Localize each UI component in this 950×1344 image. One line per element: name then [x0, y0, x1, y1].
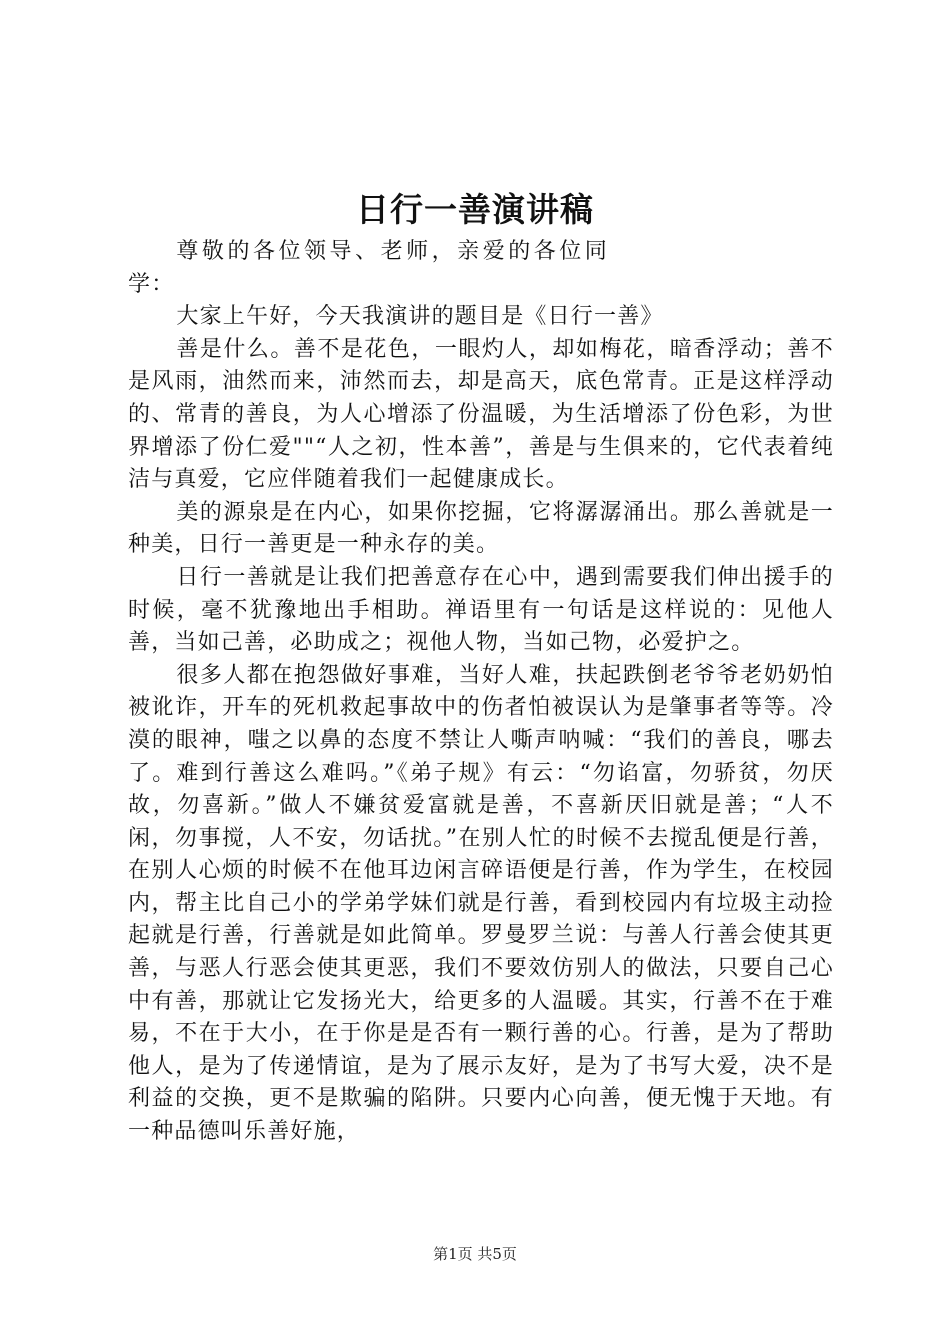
body-paragraph: 美的源泉是在内心，如果你挖掘，它将潺潺涌出。那么善就是一种美，日行一善更是一种永存的美。 — [128, 499, 834, 558]
document-body — [128, 236, 834, 1149]
opening-paragraph: 大家上午好，今天我演讲的题目是《日行一善》 — [176, 304, 664, 330]
body-paragraph: 很多人都在抱怨做好事难，当好人难，扶起跌倒老爷爷老奶奶怕被讹诈，开车的死机救起事故中的伤者怕被误认为是肇事者等等。冷漠的眼神，嗤之以鼻的态度不禁让人嘶声呐喊：“我们的善良，哪去了。难到行善这么难吗。”《弟子规》有云：“勿谄富，勿骄贫，勿厌故，勿喜新。”做人不嫌贫爱富就是善，不喜新厌旧就是善；“人不闲，勿事搅，人不安，勿话扰。”在别人忙的时候不去搅乱便是行善，在别人心烦的时候不在他耳边闲言碎语便是行善，作为学生，在校园内，帮主比自己小的学弟学妹们就是行善，看到校园内有垃圾主动捡起就是行善，行善就是如此简单。罗曼罗兰说：与善人行善会使其更善，与恶人行恶会使其更恶，我们不要效仿别人的做法，只要自己心中有善，那就让它发扬光大，给更多的人温暖。其实，行善不在于难易，不在于大小，在于你是是否有一颗行善的心。行善，是为了帮助他人，是为了传递情谊，是为了展示友好，是为了书写大爱，决不是利益的交换，更不是欺骗的陷阱。只要内心向善，便无愧于天地。有一种品德叫乐善好施， — [128, 662, 834, 1145]
page-footer: 第1页 共5页 — [433, 1245, 517, 1263]
document-title: 日行一善演讲稿 — [356, 190, 594, 229]
body-paragraph: 日行一善就是让我们把善意存在心中，遇到需要我们伸出援手的时候，毫不犹豫地出手相助。禅语里有一句话是这样说的：见他人善，当如己善，必助成之；视他人物，当如己物，必爱护之。 — [128, 564, 834, 656]
greeting-paragraph: 尊敬的各位领导、老师，亲爱的各位同学： — [128, 239, 608, 297]
body-paragraph: 善是什么。善不是花色，一眼灼人，却如梅花，暗香浮动；善不是风雨，油然而来，沛然而去，却是高天，底色常青。正是这样浮动的、常青的善良，为人心增添了份温暖，为生活增添了份色彩，为世界增添了份仁爱""“人之初，性本善”，善是与生俱来的，它代表着纯洁与真爱，它应伴随着我们一起健康成长。 — [128, 336, 834, 493]
